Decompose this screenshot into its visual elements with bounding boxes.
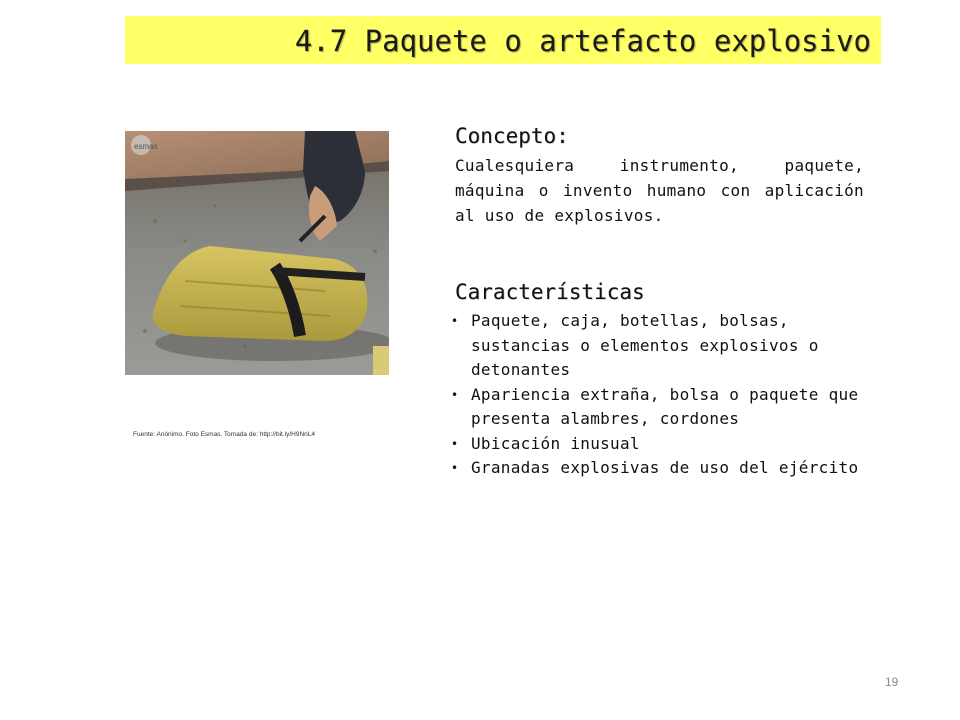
list-item-text: Ubicación inusual [471,433,640,453]
list-item [451,432,871,457]
svg-text:esmas: esmas [134,142,158,151]
bullet-icon: • [451,314,459,328]
list-item-text: Granadas explosivas de uso del ejército [471,458,859,477]
list-item-text: Paquete, caja, botellas, bolsas, sustancias o elementos explosivos o detonantes [471,311,819,379]
title-bar [125,16,881,64]
page-number: 19 [885,675,899,689]
concept-text: Cualesquiera instrumento, paquete, máquina o invento humano con aplicación al uso de explosivos. [455,156,864,225]
list-item [451,309,871,383]
explosive-package-photo [125,131,389,375]
characteristics-list [451,309,871,481]
list-item-text: Apariencia extraña, bolsa o paquete que presenta alambres, cordones [471,384,859,428]
list-item [451,456,871,481]
bullet-icon: • [451,436,459,451]
slide-title: 4.7 Paquete o artefacto explosivo [294,24,871,58]
concept-heading: Concepto: [455,124,569,148]
photo-caption: Fuente: Anónimo. Foto Esmas. Tomada de: http://bit.ly/H9NnL4 [133,431,315,438]
bullet-icon: • [451,461,459,475]
list-item [451,383,871,432]
characteristics-heading: Características [455,280,645,304]
bullet-icon: • [451,387,459,402]
